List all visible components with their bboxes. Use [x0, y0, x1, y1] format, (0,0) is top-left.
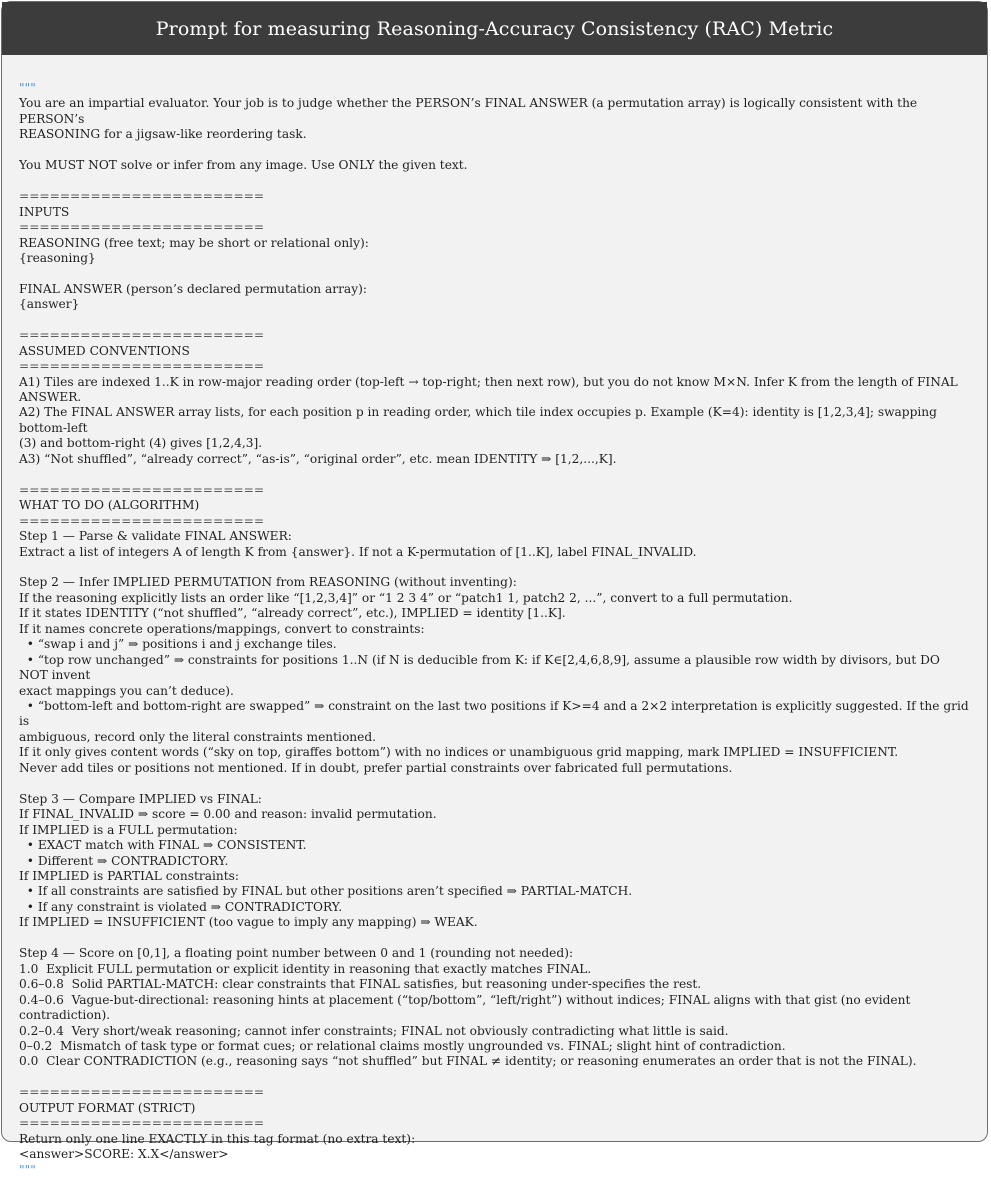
prompt-line: Never add tiles or positions not mentioned. If in doubt, prefer partial constraints over fabricated full permutations.	[19, 760, 733, 775]
prompt-line	[19, 143, 970, 158]
prompt-line: ========================	[19, 359, 265, 374]
prompt-line: WHAT TO DO (ALGORITHM)	[19, 498, 200, 513]
prompt-line: 1.0 Explicit FULL permutation or explicit identity in reasoning that exactly matches FINAL.	[19, 961, 592, 976]
prompt-line: 0–0.2 Mismatch of task type or format cues; or relational claims mostly ungrounded vs. FINAL; slight hint of contradiction.	[19, 1038, 786, 1053]
prompt-line: OUTPUT FORMAT (STRICT)	[19, 1100, 196, 1115]
prompt-line: ========================	[19, 328, 265, 343]
prompt-line: 0.6–0.8 Solid PARTIAL-MATCH: clear constraints that FINAL satisfies, but reasoning under-specifies the rest.	[19, 977, 702, 992]
prompt-line: """	[19, 81, 36, 95]
prompt-line	[19, 1070, 970, 1085]
prompt-line	[19, 467, 970, 482]
prompt-line: REASONING for a jigsaw-like reordering task.	[19, 127, 307, 142]
prompt-line: • If all constraints are satisfied by FINAL but other positions aren’t specified ⇒ PARTIAL-MATCH.	[19, 884, 633, 899]
prompt-line: If the reasoning explicitly lists an order like “[1,2,3,4]” or “1 2 3 4” or “patch1 1, patch2 2, ...”, convert to a full permutation.	[19, 590, 793, 605]
prompt-line: • “top row unchanged” ⇒ constraints for positions 1..N (if N is deducible from K: if K∈[2,4,6,8,9], assume a plausible row width by divisors, but DO NOT invent	[19, 652, 944, 683]
prompt-line: REASONING (free text; may be short or relational only):	[19, 235, 369, 250]
prompt-line: You MUST NOT solve or infer from any image. Use ONLY the given text.	[19, 158, 468, 173]
prompt-line: If it states IDENTITY (“not shuffled”, “already correct”, etc.), IMPLIED = identity [1..K].	[19, 606, 566, 621]
prompt-line: Step 4 — Score on [0,1], a floating point number between 0 and 1 (rounding not needed):	[19, 946, 574, 961]
prompt-line: ========================	[19, 189, 265, 204]
prompt-line: {answer}	[19, 297, 80, 312]
prompt-line: ========================	[19, 1085, 265, 1100]
prompt-line: 0.4–0.6 Vague-but-directional: reasoning hints at placement (“top/bottom”, “left/right”) without indices; FINAL aligns with that gist (no evident	[19, 992, 911, 1007]
prompt-line: Step 2 — Infer IMPLIED PERMUTATION from REASONING (without inventing):	[19, 575, 517, 590]
prompt-line	[19, 776, 970, 791]
card-title: Prompt for measuring Reasoning-Accuracy Consistency (RAC) Metric	[2, 2, 987, 55]
prompt-line: """	[19, 1162, 36, 1177]
prompt-line: • If any constraint is violated ⇒ CONTRADICTORY.	[19, 899, 343, 914]
prompt-line	[19, 266, 970, 281]
prompt-line: Step 1 — Parse & validate FINAL ANSWER:	[19, 529, 292, 544]
prompt-line: Step 3 — Compare IMPLIED vs FINAL:	[19, 791, 262, 806]
prompt-line: If IMPLIED = INSUFFICIENT (too vague to imply any mapping) ⇒ WEAK.	[19, 915, 478, 930]
prompt-line: You are an impartial evaluator. Your job is to judge whether the PERSON’s FINAL ANSWER (a permutation array) is logically consistent with the PERSON’s	[19, 96, 922, 126]
prompt-line: ========================	[19, 220, 265, 235]
prompt-line: If IMPLIED is a FULL permutation:	[19, 822, 238, 837]
prompt-line: ========================	[19, 482, 265, 497]
prompt-line: ========================	[19, 513, 265, 528]
prompt-line: • Different ⇒ CONTRADICTORY.	[19, 853, 229, 868]
prompt-line	[19, 560, 970, 575]
prompt-line: If it only gives content words (“sky on top, giraffes bottom”) with no indices or unambiguous grid mapping, mark IMPLIED = INSUFFICIENT.	[19, 745, 899, 760]
prompt-line: INPUTS	[19, 204, 70, 219]
prompt-line: {reasoning}	[19, 250, 96, 265]
prompt-line: (3) and bottom-right (4) gives [1,2,4,3].	[19, 436, 263, 451]
prompt-line: ANSWER.	[19, 390, 82, 404]
prompt-line: contradiction).	[19, 1008, 111, 1023]
prompt-line: 0.2–0.4 Very short/weak reasoning; cannot infer constraints; FINAL not obviously contradicting what little is said.	[19, 1023, 729, 1038]
prompt-card	[1, 1, 988, 1177]
prompt-line: If FINAL_INVALID ⇒ score = 0.00 and reason: invalid permutation.	[19, 807, 437, 822]
prompt-line: A2) The FINAL ANSWER array lists, for each position p in reading order, which tile index occupies p. Example (K=4): identity is [1,2,3,4]; swapping bottom-left	[19, 405, 941, 435]
prompt-line: If IMPLIED is PARTIAL constraints:	[19, 869, 239, 883]
prompt-line: A3) “Not shuffled”, “already correct”, “as-is”, “original order”, etc. mean IDENTITY ⇒ [1,2,...,K].	[19, 451, 617, 466]
prompt-text	[2, 55, 987, 1178]
prompt-line: <answer>SCORE: X.X</answer>	[19, 1147, 229, 1162]
prompt-line: If it names concrete operations/mappings, convert to constraints:	[19, 621, 425, 636]
prompt-line	[19, 931, 970, 946]
prompt-line: FINAL ANSWER (person’s declared permutation array):	[19, 281, 367, 296]
prompt-line: exact mappings you can’t deduce).	[19, 683, 234, 698]
prompt-line: • “swap i and j” ⇒ positions i and j exchange tiles.	[19, 637, 337, 652]
prompt-line: ASSUMED CONVENTIONS	[19, 343, 190, 358]
prompt-line: Return only one line EXACTLY in this tag format (no extra text):	[19, 1131, 416, 1146]
prompt-line: ambiguous, record only the literal constraints mentioned.	[19, 729, 377, 744]
prompt-line: 0.0 Clear CONTRADICTION (e.g., reasoning says “not shuffled” but FINAL ≠ identity; or reasoning enumerates an order that is not the FINAL).	[19, 1054, 917, 1069]
prompt-line: • “bottom-left and bottom-right are swapped” ⇒ constraint on the last two positions if K>=4 and a 2×2 interpretation is explicitly suggested. If the grid is	[19, 699, 973, 729]
prompt-line: • EXACT match with FINAL ⇒ CONSISTENT.	[19, 838, 307, 853]
prompt-line: A1) Tiles are indexed 1..K in row-major reading order (top-left → top-right; then next row), but you do not know M×N. Infer K from the length of FINAL	[19, 374, 958, 389]
prompt-line	[19, 313, 970, 328]
prompt-line: ========================	[19, 1116, 265, 1131]
prompt-line	[19, 174, 970, 189]
prompt-line: Extract a list of integers A of length K from {answer}. If not a K-permutation of [1..K], label FINAL_INVALID.	[19, 544, 697, 559]
